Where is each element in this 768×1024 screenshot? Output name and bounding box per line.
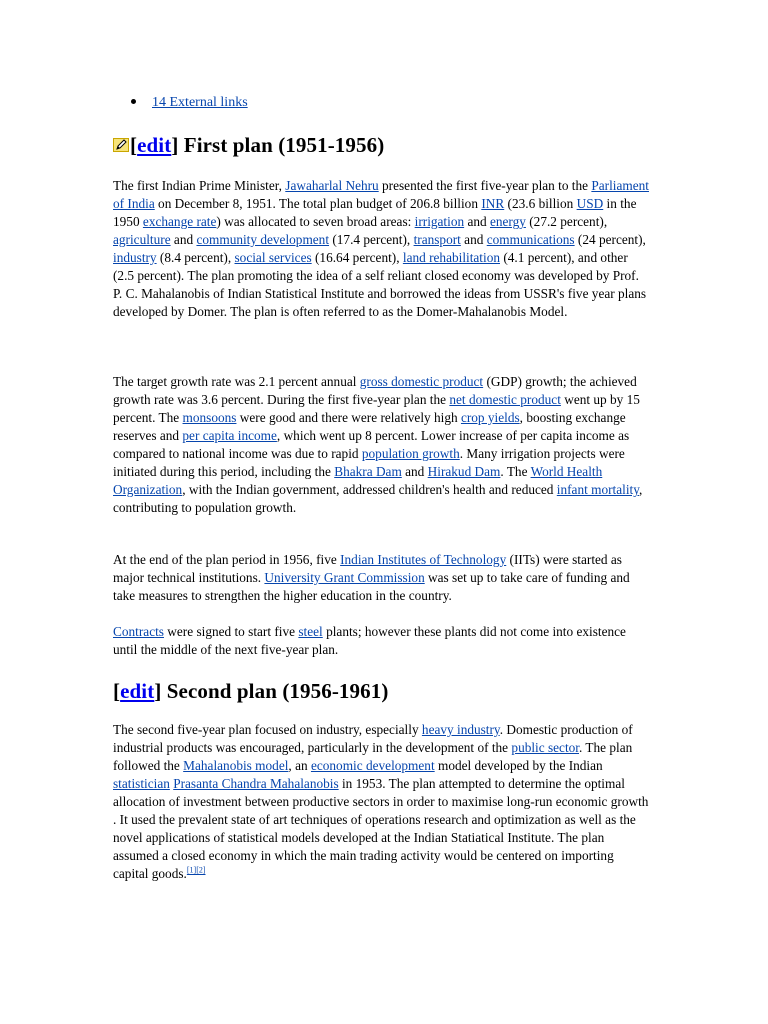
text: , with the Indian government, addressed children's health and reduced [182, 482, 557, 497]
link-inr[interactable]: INR [481, 196, 505, 211]
link-contracts[interactable]: Contracts [113, 624, 164, 639]
link-parliament-of-india[interactable]: Parliament of India [113, 178, 649, 211]
link-communications[interactable]: communications [486, 232, 575, 247]
link-infant-mortality[interactable]: infant mortality [556, 482, 640, 497]
text: were signed to start five [163, 624, 299, 639]
edit-bracket-open: [ [113, 679, 121, 703]
edit-bracket-close: ] [171, 133, 179, 157]
link-net-domestic-product[interactable]: net domestic product [449, 392, 561, 407]
section-heading-second-plan [113, 679, 388, 704]
text: (GDP) growth; the achieved growth rate was 3.6 percent. During the first five-year plan the [113, 374, 637, 407]
pencil-edit-icon[interactable] [113, 138, 129, 152]
text: , boosting exchange reserves and [113, 410, 626, 443]
citation-link[interactable]: [1][2] [186, 865, 206, 875]
link-energy[interactable]: energy [489, 214, 526, 229]
link-university-grant-commission[interactable]: University Grant Commission [264, 570, 425, 585]
text: and [170, 232, 197, 247]
text: and [460, 232, 487, 247]
text: in the 1950 [113, 196, 637, 229]
text: . The [500, 464, 531, 479]
paragraph-first-plan-iits [113, 551, 650, 605]
text: (4.1 percent), and other (2.5 percent). The plan promoting the idea of a self reliant closed economy was developed by Prof. P. C. Mahalanobis of Indian Statistical Institute and borrowed the ideas from USSR's five year plans developed by Domer. The plan is often referred to as the Domer-Mahalanobis Model. [113, 250, 647, 319]
edit-bracket-close: ] [154, 679, 162, 703]
paragraph-second-plan [113, 721, 650, 883]
text: , an [288, 758, 311, 773]
text: in 1953. The plan attempted to determine the optimal allocation of investment between productive sectors in order to maximise long-run economic growth . It used the prevalent state of art techniques of operations research and optimization as well as the novel applications of statistical models developed at the Indian Statiatical Institute. The plan assumed a closed economy in which the main trading activity would be centered on importing capital goods. [113, 776, 649, 881]
link-irrigation[interactable]: irrigation [414, 214, 465, 229]
text: . Many irrigation projects were initiated during this period, including the [113, 446, 625, 479]
text: (24 percent), [574, 232, 646, 247]
text: The target growth rate was 2.1 percent annual [113, 374, 360, 389]
section-title: Second plan (1956-1961) [161, 679, 389, 703]
link-heavy-industry[interactable]: heavy industry [421, 722, 500, 737]
text: , contributing to population growth. [113, 482, 643, 515]
link-steel[interactable]: steel [298, 624, 323, 639]
link-hirakud-dam[interactable]: Hirakud Dam [427, 464, 501, 479]
text: At the end of the plan period in 1956, five [113, 552, 341, 567]
link-agriculture[interactable]: agriculture [113, 232, 171, 247]
link-population-growth[interactable]: population growth [361, 446, 460, 461]
link-per-capita-income[interactable]: per capita income [182, 428, 277, 443]
link-social-services[interactable]: social services [234, 250, 312, 265]
text: (17.4 percent), [329, 232, 414, 247]
text: on December 8, 1951. The total plan budget of 206.8 billion [154, 196, 482, 211]
link-bhakra-dam[interactable]: Bhakra Dam [334, 464, 402, 479]
text: . The plan followed the [113, 740, 633, 773]
text: . Domestic production of industrial products was encouraged, particularly in the development of the [113, 722, 633, 755]
link-world-health-organization[interactable]: World Health Organization [113, 464, 603, 497]
text: , which went up 8 percent. Lower increase of per capita income as compared to national income was due to rapid [113, 428, 630, 461]
toc-link-external-links[interactable]: 14 External links [152, 95, 248, 110]
text: The second five-year plan focused on industry, especially [113, 722, 422, 737]
link-gross-domestic-product[interactable]: gross domestic product [359, 374, 484, 389]
link-transport[interactable]: transport [413, 232, 461, 247]
toc-list-item [131, 95, 248, 111]
text: The first Indian Prime Minister, [113, 178, 286, 193]
bullet-icon [131, 99, 136, 104]
section-heading-first-plan [113, 133, 384, 158]
link-public-sector[interactable]: public sector [511, 740, 579, 755]
link-economic-development[interactable]: economic development [310, 758, 435, 773]
text: (IITs) were started as major technical institutions. [113, 552, 622, 585]
text: plants; however these plants did not come into existence until the middle of the next five-year plan. [113, 624, 626, 657]
edit-bracket-open: [ [130, 133, 138, 157]
text: presented the first five-year plan to the [378, 178, 592, 193]
link-land-rehabilitation[interactable]: land rehabilitation [402, 250, 500, 265]
edit-link-first-plan[interactable]: edit [137, 133, 172, 157]
paragraph-first-plan-steel [113, 623, 650, 659]
text: went up by 15 percent. The [113, 392, 640, 425]
text: (16.64 percent), [311, 250, 403, 265]
paragraph-first-plan-growth [113, 373, 650, 517]
text: and [401, 464, 428, 479]
section-title: First plan (1951-1956) [178, 133, 385, 157]
link-usd[interactable]: USD [576, 196, 604, 211]
text: were good and there were relatively high [236, 410, 461, 425]
link-community-development[interactable]: community development [196, 232, 330, 247]
link-industry[interactable]: industry [113, 250, 157, 265]
link-mahalanobis-model[interactable]: Mahalanobis model [183, 758, 289, 773]
text: ) was allocated to seven broad areas: [216, 214, 415, 229]
link-prasanta-chandra-mahalanobis[interactable]: Prasanta Chandra Mahalanobis [173, 776, 339, 791]
edit-link-second-plan[interactable]: edit [120, 679, 155, 703]
paragraph-first-plan-intro [113, 177, 650, 321]
text: and [464, 214, 490, 229]
text: (8.4 percent), [156, 250, 235, 265]
text: (27.2 percent), [525, 214, 608, 229]
text: model developed by the Indian [434, 758, 603, 773]
link-crop-yields[interactable]: crop yields [460, 410, 520, 425]
link-statistician[interactable]: statistician [113, 776, 170, 791]
text: was set up to take care of funding and take measures to strengthen the higher education in the country. [113, 570, 630, 603]
link-jawaharlal-nehru[interactable]: Jawaharlal Nehru [285, 178, 379, 193]
text: (23.6 billion [504, 196, 577, 211]
link-indian-institutes-of-technology[interactable]: Indian Institutes of Technology [340, 552, 507, 567]
link-exchange-rate[interactable]: exchange rate [142, 214, 217, 229]
link-monsoons[interactable]: monsoons [182, 410, 237, 425]
